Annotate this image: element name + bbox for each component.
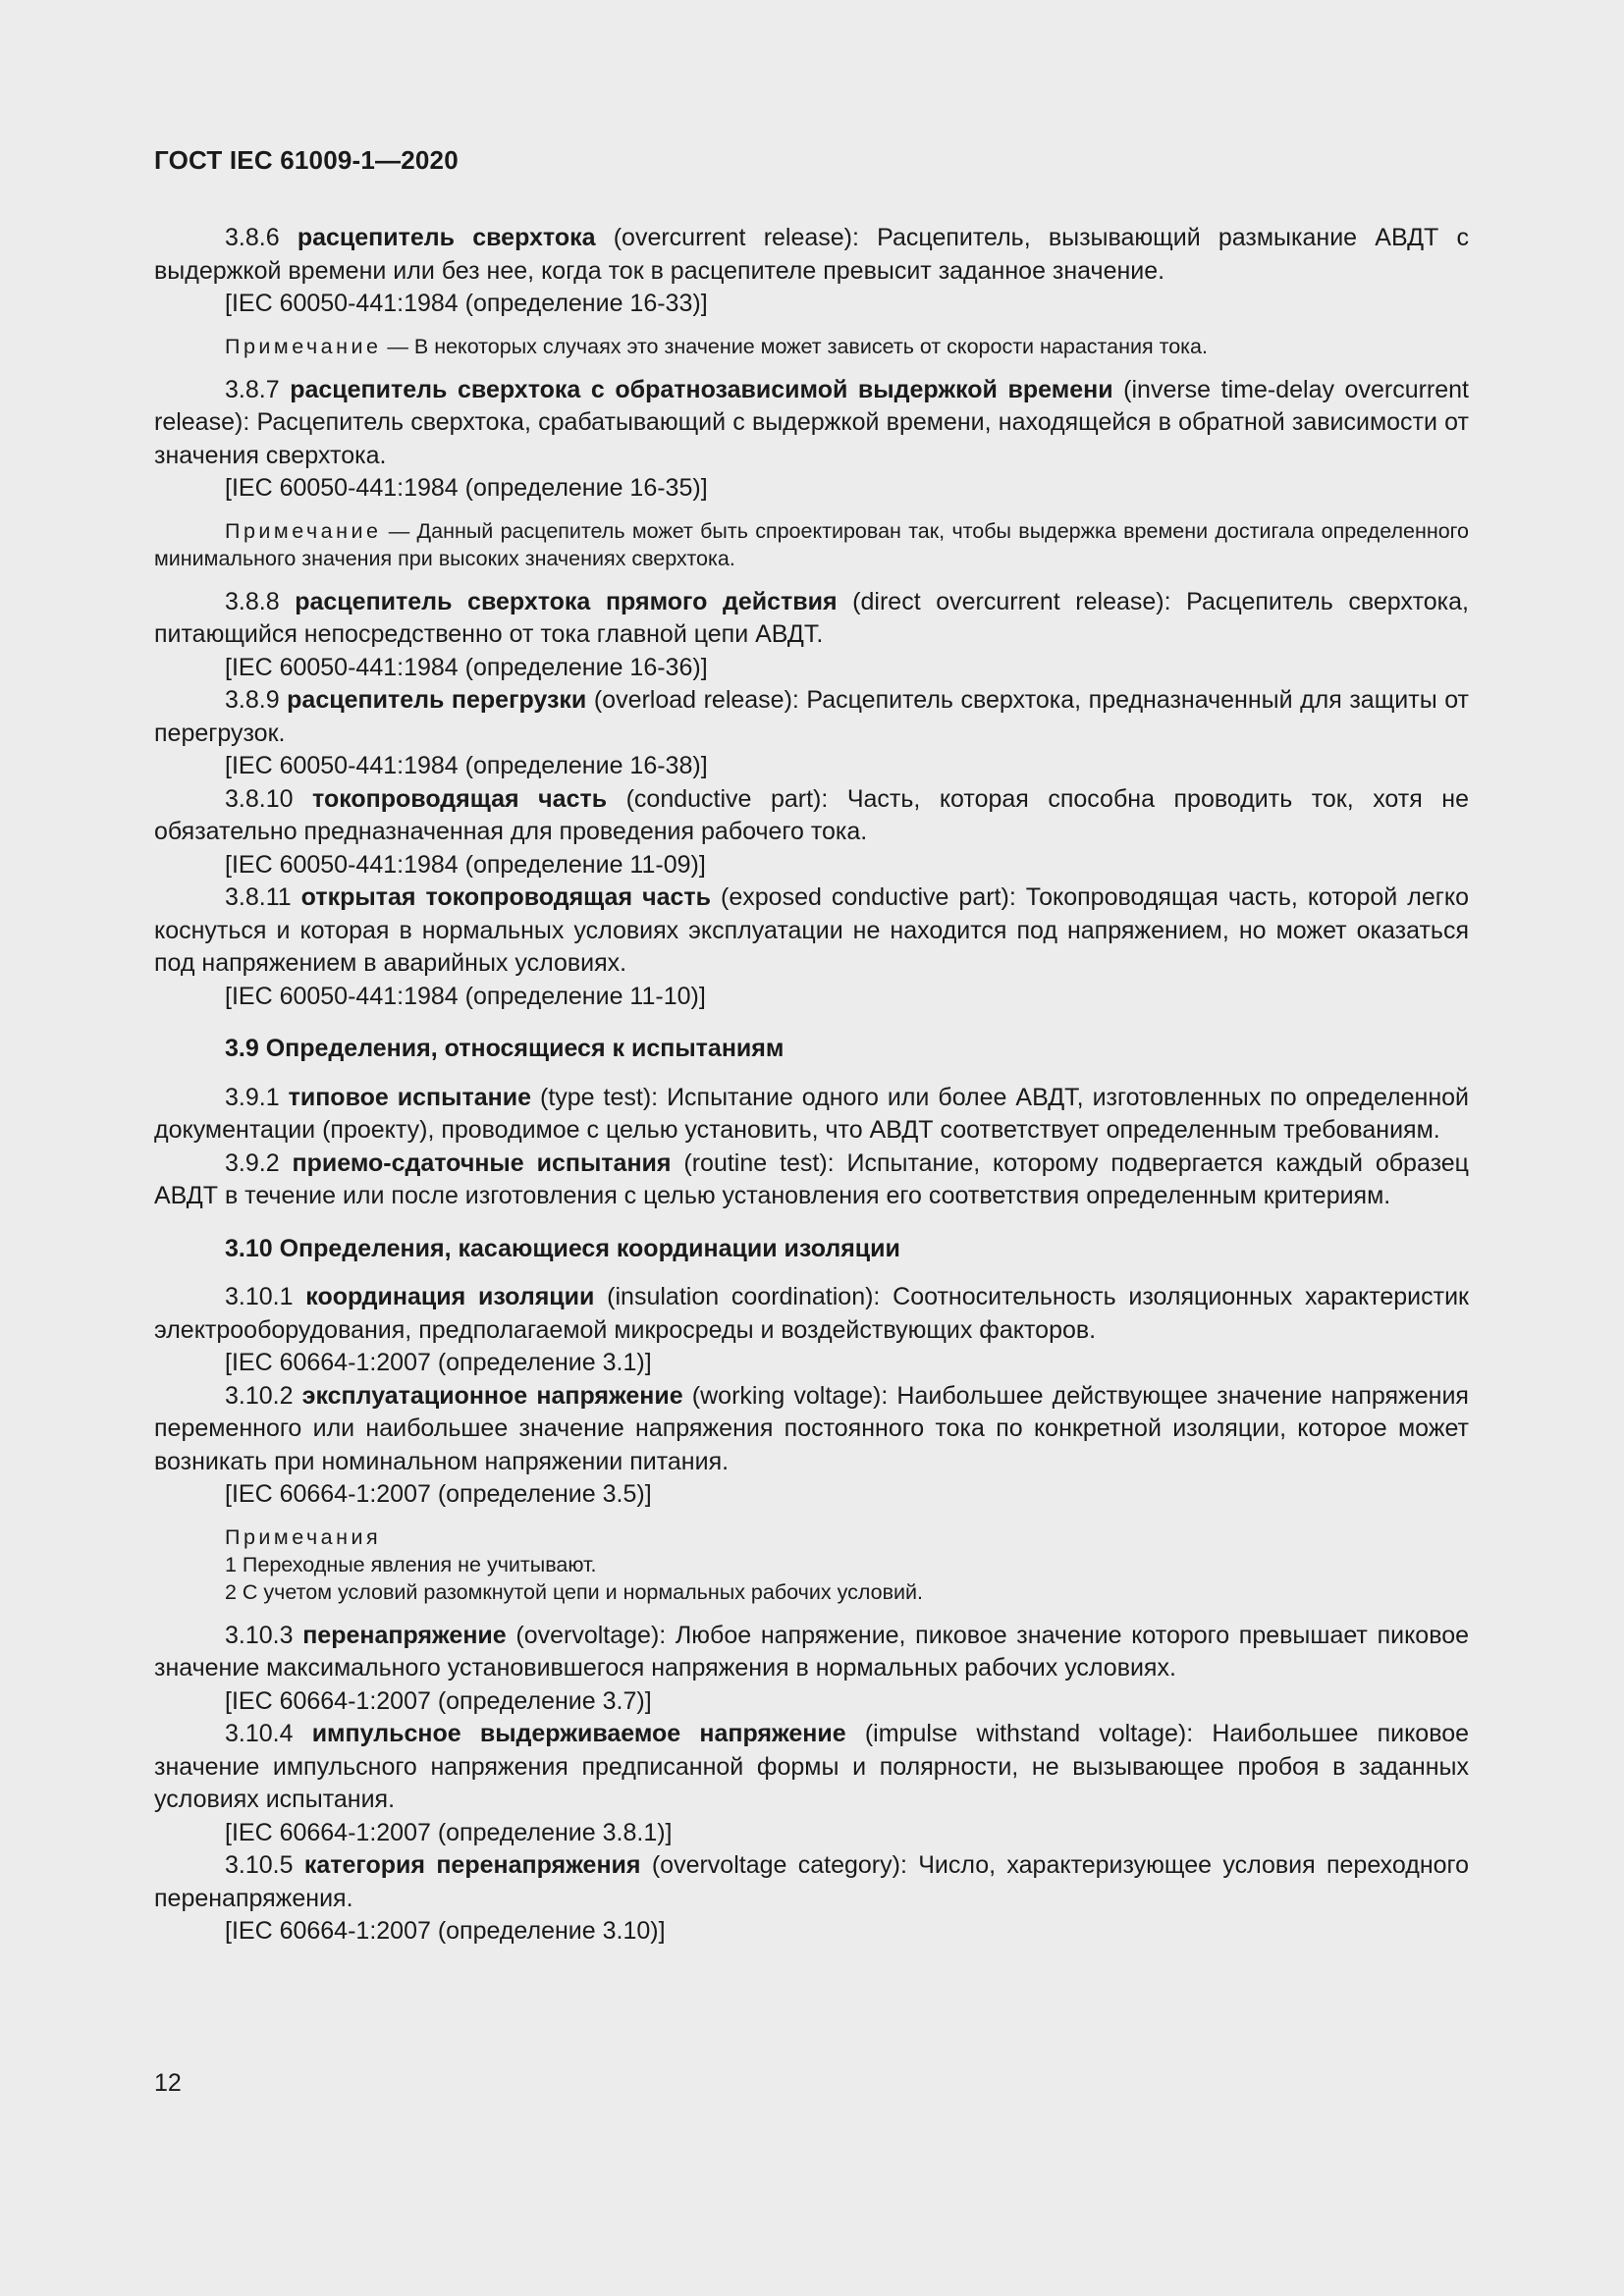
- reference: [IEC 60050-441:1984 (определение 16-36)]: [225, 653, 708, 681]
- definition-3-8-7: [154, 374, 1469, 473]
- section-heading-3-10: 3.10 Определения, касающиеся координации изоляции: [225, 1234, 900, 1262]
- note-label: Примечание: [225, 334, 382, 358]
- definition-3-10-2: [154, 1380, 1469, 1479]
- definition-text: (insulation coordination): Соотносительность изоляционных характеристик электрооборудования, предполагаемой микросреды и воздействующих факторов.: [154, 1283, 1469, 1344]
- clause-number: 3.10.1: [225, 1283, 294, 1310]
- definition-text: (type test): Испытание одного или более АВДТ, изготовленных по определенной документации (проекту), проводимое с целью установить, что АВДТ соответствует определенным требованиям.: [154, 1083, 1469, 1144]
- term: расцепитель перегрузки: [287, 686, 587, 714]
- clause-number: 3.9.1: [225, 1083, 280, 1111]
- clause-number: 3.8.7: [225, 375, 280, 403]
- definition-text: (routine test): Испытание, которому подвергается каждый образец АВДТ в течение или после изготовления с целью установления его соответствия определенным критериям.: [154, 1148, 1469, 1209]
- reference: [IEC 60664-1:2007 (определение 3.8.1)]: [225, 1818, 673, 1846]
- page-number: 12: [154, 2069, 182, 2097]
- term: эксплуатационное напряжение: [301, 1381, 683, 1410]
- definition-3-10-5: [154, 1849, 1469, 1915]
- definition-text: (overcurrent release): Расцепитель, вызывающий размыкание АВДТ с выдержкой времени или без нее, когда ток в расцепителе превысит заданное значение.: [154, 224, 1469, 285]
- clause-number: 3.10.4: [225, 1720, 294, 1747]
- reference: [IEC 60050-441:1984 (определение 11-09)]: [225, 850, 706, 879]
- reference: [IEC 60050-441:1984 (определение 16-35)]: [225, 474, 708, 502]
- term: категория перенапряжения: [303, 1851, 641, 1879]
- clause-number: 3.8.8: [225, 587, 280, 615]
- note-item: 2 С учетом условий разомкнутой цепи и нормальных рабочих условий.: [225, 1579, 923, 1604]
- reference: [IEC 60664-1:2007 (определение 3.5)]: [225, 1480, 652, 1508]
- term: перенапряжение: [302, 1621, 507, 1649]
- standard-header: ГОСТ IEC 61009-1—2020: [154, 145, 459, 175]
- clause-number: 3.10.5: [225, 1851, 294, 1879]
- definition-3-8-9: [154, 684, 1469, 750]
- note-text: — Данный расцепитель может быть спроектирован так, чтобы выдержка времени достигала определенного минимального значения при высоких значениях сверхтока.: [154, 518, 1469, 570]
- definition-3-9-1: [154, 1082, 1469, 1148]
- definition-3-8-11: [154, 881, 1469, 981]
- term: расцепитель сверхтока прямого действия: [295, 587, 838, 615]
- definition-3-10-4: [154, 1718, 1469, 1817]
- definition-text: (exposed conductive part): Токопроводящая часть, которой легко коснуться и которая в нормальных условиях эксплуатации не находится под напряжением, но может оказаться под напряжением в аварийных условиях.: [154, 883, 1469, 977]
- definition-3-10-1: [154, 1281, 1469, 1347]
- clause-number: 3.10.2: [225, 1381, 294, 1410]
- clause-number: 3.8.11: [225, 883, 292, 911]
- clause-number: 3.8.6: [225, 224, 280, 251]
- reference: [IEC 60664-1:2007 (определение 3.10)]: [225, 1917, 666, 1945]
- note: [154, 333, 1469, 360]
- clause-number: 3.8.9: [225, 686, 280, 714]
- note: [154, 517, 1469, 572]
- definition-text: (overvoltage): Любое напряжение, пиковое значение которого превышает пиковое значение максимального установившегося напряжения в нормальных рабочих условиях.: [154, 1621, 1469, 1682]
- reference: [IEC 60664-1:2007 (определение 3.1)]: [225, 1349, 652, 1376]
- reference: [IEC 60050-441:1984 (определение 16-33)]: [225, 290, 708, 317]
- definition-text: (working voltage): Наибольшее действующее значение напряжения переменного или наибольшее значение напряжения постоянного тока по конкретной изоляции, которое может возникать при номинальном напряжении питания.: [154, 1381, 1469, 1475]
- definition-3-8-10: [154, 783, 1469, 849]
- term: токопроводящая часть: [312, 784, 608, 813]
- term: типовое испытание: [288, 1083, 532, 1111]
- reference: [IEC 60664-1:2007 (определение 3.7)]: [225, 1686, 652, 1715]
- clause-number: 3.10.3: [225, 1621, 294, 1649]
- term: открытая токопроводящая часть: [300, 883, 712, 911]
- definition-text: (overload release): Расцепитель сверхтока, предназначенный для защиты от перегрузок.: [154, 686, 1469, 747]
- document-body: [154, 222, 1469, 1949]
- term: приемо-сдаточные испытания: [292, 1148, 672, 1177]
- definition-text: (direct overcurrent release): Расцепитель сверхтока, питающийся непосредственно от тока главной цепи АВДТ.: [154, 587, 1469, 648]
- note-label: Примечание: [225, 518, 382, 543]
- term: расцепитель сверхтока: [297, 224, 596, 251]
- term: координация изоляции: [305, 1283, 595, 1310]
- term: импульсное выдерживаемое напряжение: [311, 1720, 846, 1747]
- definition-text: (impulse withstand voltage): Наибольшее пиковое значение импульсного напряжения предписанной формы и полярности, не вызывающее пробоя в заданных условиях испытания.: [154, 1720, 1469, 1813]
- definition-text: (inverse time-delay overcurrent release): Расцепитель сверхтока, срабатывающий с выдержкой времени, находящейся в обратной зависимости от значения сверхтока.: [154, 375, 1469, 469]
- notes-heading: Примечания: [225, 1524, 382, 1549]
- term: расцепитель сверхтока с обратнозависимой выдержкой времени: [290, 375, 1113, 403]
- reference: [IEC 60050-441:1984 (определение 11-10)]: [225, 982, 706, 1010]
- definition-3-9-2: [154, 1148, 1469, 1213]
- definition-text: (overvoltage category): Число, характеризующее условия переходного перенапряжения.: [154, 1851, 1470, 1912]
- definition-text: (conductive part): Часть, которая способна проводить ток, хотя не обязательно предназначенная для проведения рабочего тока.: [154, 784, 1469, 845]
- reference: [IEC 60050-441:1984 (определение 16-38)]: [225, 752, 708, 779]
- definition-3-8-6: [154, 222, 1469, 288]
- definition-3-8-8: [154, 586, 1469, 652]
- section-heading-3-9: 3.9 Определения, относящиеся к испытаниям: [225, 1035, 785, 1062]
- definition-3-10-3: [154, 1620, 1469, 1685]
- note-item: 1 Переходные явления не учитывают.: [225, 1552, 597, 1576]
- clause-number: 3.8.10: [225, 784, 294, 813]
- clause-number: 3.9.2: [225, 1148, 280, 1177]
- note-text: — В некоторых случаях это значение может зависеть от скорости нарастания тока.: [381, 334, 1208, 358]
